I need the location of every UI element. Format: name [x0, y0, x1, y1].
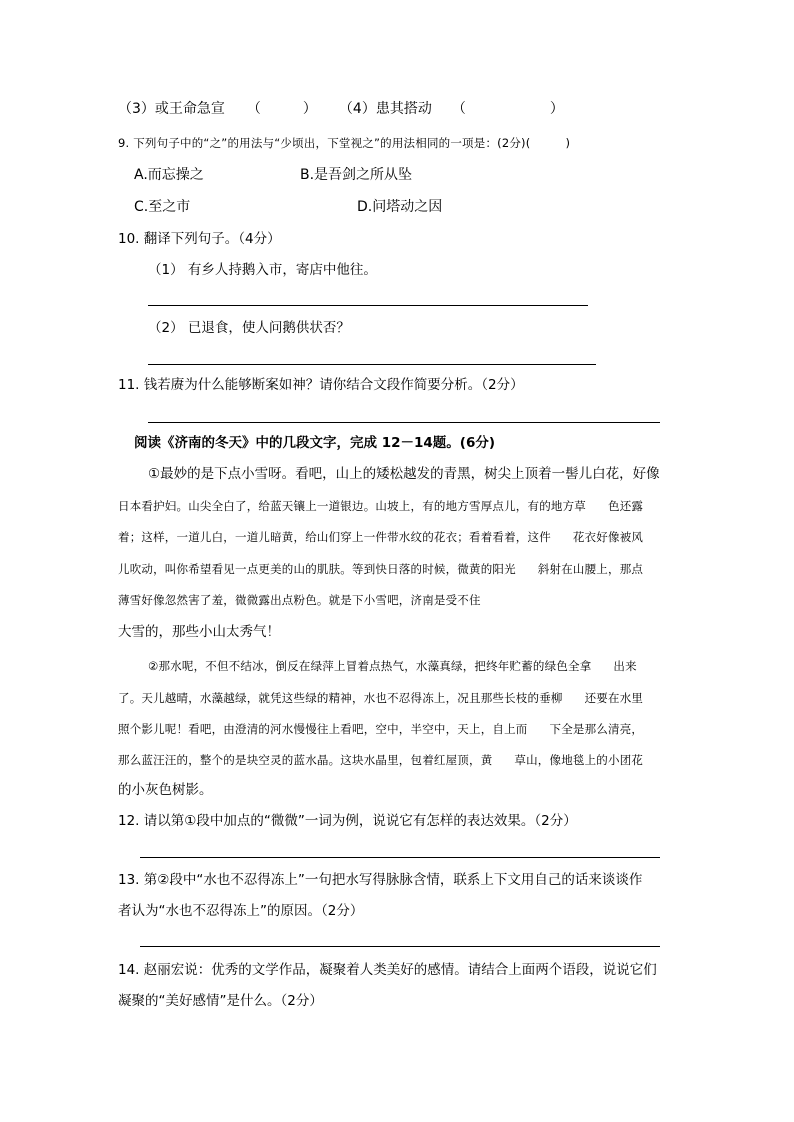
q8-item-line — [118, 99, 564, 119]
p1-line-1: ①最妙的是下点小雪呀。看吧，山上的矮松越发的青黑，树尖上顶着一髻儿白花，好像 — [148, 466, 660, 482]
q13-answer-line[interactable] — [140, 946, 660, 947]
p2-line-5: 的小灰色树影。 — [118, 782, 213, 798]
q8-item3: （3）或王命急宣 — [118, 101, 225, 117]
p1-line-3b: 花衣好像被风 — [572, 530, 644, 544]
p2-line-4a: 那么蓝汪汪的，整个的是块空灵的蓝水晶。这块水晶里，包着红屋顶，黄 — [118, 753, 493, 767]
q14-stem-line-2: 凝聚的“美好感情”是什么。（2分） — [118, 993, 323, 1009]
p1-line-4a: 儿吹动，叫你希望看见一点更美的山的肌肤。等到快日落的时候，微黄的阳光 — [118, 562, 516, 576]
p2-line-3b: 下全是那么清亮， — [549, 722, 644, 736]
p1-line-2b: 色还露 — [608, 499, 644, 513]
p2-line-4b: 草山，像地毯上的小团花 — [514, 753, 644, 767]
reading-header: 阅读《济南的冬天》中的几段文字，完成 12－14题。(6分) — [134, 435, 496, 451]
p2-line-2b: 还要在水里 — [584, 691, 644, 705]
q10-stem: 10. 翻译下列句子。（4分） — [118, 231, 281, 247]
q9-option-c: C.至之市 — [134, 199, 191, 215]
p1-line-6: 大雪的，那些小山太秀气！ — [118, 624, 280, 640]
q9-option-a: A.而忘操之 — [134, 167, 204, 183]
p2-line-3a: 照个影儿呢！看吧，由澄清的河水慢慢往上看吧，空中，半空中，天上，自上而 — [118, 722, 528, 736]
p1-line-4b: 斜射在山腰上，那点 — [537, 562, 644, 576]
q14-stem-line-1: 14. 赵丽宏说：优秀的文学作品，凝聚着人类美好的感情。请结合上面两个语段，说说它们 — [118, 962, 657, 978]
q8-paren4: （ ） — [451, 101, 564, 117]
p2-line-1b: 出来 — [613, 659, 637, 673]
q11-answer-line[interactable] — [148, 422, 660, 423]
q10-answer-line-2[interactable] — [148, 364, 596, 365]
p1-line-3a: 着；这样，一道儿白，一道儿暗黄，给山们穿上一件带水纹的花衣；看着看着，这件 — [118, 530, 551, 544]
q8-paren3: （ ） — [246, 101, 317, 117]
q13-stem-line-1: 13. 第②段中“水也不忍得冻上”一句把水写得脉脉含情，联系上下文用自己的话来谈谈作 — [118, 872, 643, 888]
p2-line-2 — [118, 688, 643, 708]
q9-option-d: D.问塔动之因 — [357, 199, 443, 215]
q9-stem: 9. 下列句子中的“之”的用法与“少顷出，下堂视之”的用法相同的一项是：(2分)( ) — [118, 136, 571, 150]
p2-line-2a: 了。天儿越晴，水藻越绿，就凭这些绿的精神，水也不忍得冻上，况且那些长枝的垂柳 — [118, 691, 563, 705]
p2-line-1 — [148, 656, 637, 676]
p2-line-1a: ②那水呢，不但不结冰，倒反在绿萍上冒着点热气，水藻真绿，把终年贮蓄的绿色全拿 — [148, 659, 592, 673]
p1-line-2 — [118, 496, 643, 516]
q11-stem: 11. 钱若赓为什么能够断案如神？请你结合文段作简要分析。（2分） — [118, 377, 524, 393]
p2-line-4 — [118, 750, 643, 770]
q10-answer-line-1[interactable] — [148, 305, 588, 306]
q10-sentence-1: （1） 有乡人持鹅入市，寄店中他往。 — [148, 262, 377, 278]
p1-line-2a: 日本看护妇。山尖全白了，给蓝天镶上一道银边。山坡上，有的地方雪厚点儿，有的地方草 — [118, 499, 586, 513]
p1-line-3 — [118, 527, 643, 547]
q10-sentence-2: （2） 已退食，使人问鹅供状否？ — [148, 320, 350, 336]
q9-option-b: B.是吾剑之所从坠 — [300, 167, 413, 183]
p2-line-3 — [118, 719, 643, 739]
q13-stem-line-2: 者认为“水也不忍得冻上”的原因。（2分） — [118, 903, 364, 919]
p1-line-4 — [118, 559, 643, 579]
q12-answer-line[interactable] — [140, 857, 660, 858]
p1-line-5: 薄雪好像忽然害了羞，微微露出点粉色。就是下小雪吧，济南是受不住 — [118, 593, 481, 607]
q12-stem: 12. 请以第①段中加点的“微微”一词为例，说说它有怎样的表达效果。（2分） — [118, 813, 577, 829]
q8-item4: （4）患其搭动 — [338, 101, 432, 117]
